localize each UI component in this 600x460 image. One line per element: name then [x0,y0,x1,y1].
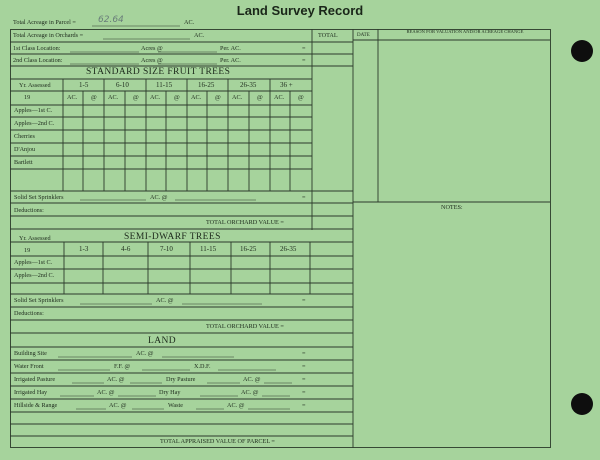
ac-col: AC. [108,94,119,101]
ac-at-label: AC. @ [97,389,115,396]
total-acreage-parcel-label: Total Acreage in Parcel = [13,19,76,26]
binder-hole-top [571,40,593,62]
semi-row-apples-2nd: Apples—2nd C. [14,272,55,279]
at-col: @ [298,94,304,101]
equals-sign: = [302,297,306,304]
range-26-35: 26-35 [280,245,297,253]
binder-hole-bottom [571,393,593,415]
semi-dwarf-trees-heading: SEMI-DWARF TREES [124,232,221,242]
solid-set-sprinklers-label: Solid Set Sprinklers [14,194,64,201]
range-16-25: 16-25 [198,81,215,89]
ac-at-label: AC. @ [241,389,259,396]
hillside-range-label: Hillside & Range [14,402,58,409]
row-danjou: D'Anjou [14,146,36,153]
per-ac-label: Per. AC. [220,45,241,52]
semi-row-apples-1st: Apples—1st C. [14,259,53,266]
range-11-15: 11-15 [156,81,173,89]
second-class-location-label: 2nd Class Location: [13,57,63,64]
reason-column-header: REASON FOR VALUATION AND/OR ACREAGE CHANGE [406,29,524,34]
row-bartlett: Bartlett [14,159,33,166]
ac-col: AC. [191,94,202,101]
deductions-label: Deductions: [14,207,44,214]
ac-at-label: AC. @ [136,350,154,357]
ac-at-label: AC. @ [243,376,261,383]
irrigated-pasture-label: Irrigated Pasture [14,376,56,383]
ac-label: AC. [194,32,205,39]
total-orchard-value-label: TOTAL ORCHARD VALUE = [206,219,284,226]
water-front-label: Water Front [14,363,44,370]
yr-assessed-label: Yr. Assessed [19,235,51,242]
ac-col: AC. [274,94,285,101]
at-col: @ [215,94,221,101]
equals-sign: = [302,45,306,52]
row-apples-1st: Apples—1st C. [14,107,53,114]
range-7-10: 7-10 [160,245,173,253]
notes-label: NOTES: [441,204,463,211]
at-col: @ [133,94,139,101]
ac-at-label: AC. @ [150,194,168,201]
range-26-35: 26-35 [240,81,257,89]
year-prefix: 19 [24,247,31,254]
year-prefix: 19 [24,94,31,101]
row-cherries: Cherries [14,133,35,140]
land-heading: LAND [148,336,176,346]
total-orchard-value-label: TOTAL ORCHARD VALUE = [206,323,284,330]
at-col: @ [174,94,180,101]
total-acreage-orchards-label: Total Acreage in Orchards = [13,32,84,39]
ac-at-label: AC. @ [109,402,127,409]
row-apples-2nd: Apples—2nd C. [14,120,55,127]
ac-col: AC. [232,94,243,101]
acres-at-label: Acres @ [141,57,163,64]
equals-sign: = [302,402,306,409]
range-1-3: 1-3 [79,245,89,253]
total-appraised-value-label: TOTAL APPRAISED VALUE OF PARCEL = [160,438,275,445]
ff-at-label: F.F. @ [114,363,131,370]
range-11-15: 11-15 [200,245,217,253]
parcel-acreage-value: 62.64 [98,15,124,25]
per-ac-label: Per. AC. [220,57,241,64]
range-4-6: 4-6 [121,245,131,253]
at-col: @ [257,94,263,101]
range-36-plus: 36 + [280,81,293,89]
range-1-5: 1-5 [79,81,89,89]
ac-col: AC. [150,94,161,101]
equals-sign: = [302,57,306,64]
dry-hay-label: Dry Hay [159,389,181,396]
at-col: @ [91,94,97,101]
xdf-label: X.D.F. [194,363,211,370]
building-site-label: Building Site [14,350,47,357]
equals-sign: = [302,363,306,370]
date-column-header: DATE [357,33,370,38]
dry-pasture-label: Dry Pasture [166,376,196,383]
irrigated-hay-label: Irrigated Hay [14,389,48,396]
first-class-location-label: 1st Class Location: [13,45,61,52]
form-title: Land Survey Record [236,3,364,18]
waste-label: Waste [168,402,183,409]
range-16-25: 16-25 [240,245,257,253]
range-6-10: 6-10 [116,81,129,89]
solid-set-sprinklers-label: Solid Set Sprinklers [14,297,64,304]
total-column-header: TOTAL [318,32,338,39]
deductions-label: Deductions: [14,310,44,317]
ac-col: AC. [67,94,78,101]
yr-assessed-label: Yr. Assessed [19,82,51,89]
ac-at-label: AC. @ [156,297,174,304]
ac-at-label: AC. @ [107,376,125,383]
equals-sign: = [302,376,306,383]
ac-label: AC. [184,19,195,26]
equals-sign: = [302,389,306,396]
ac-at-label: AC. @ [227,402,245,409]
equals-sign: = [302,194,306,201]
equals-sign: = [302,350,306,357]
standard-fruit-trees-heading: STANDARD SIZE FRUIT TREES [86,67,231,77]
acres-at-label: Acres @ [141,45,163,52]
